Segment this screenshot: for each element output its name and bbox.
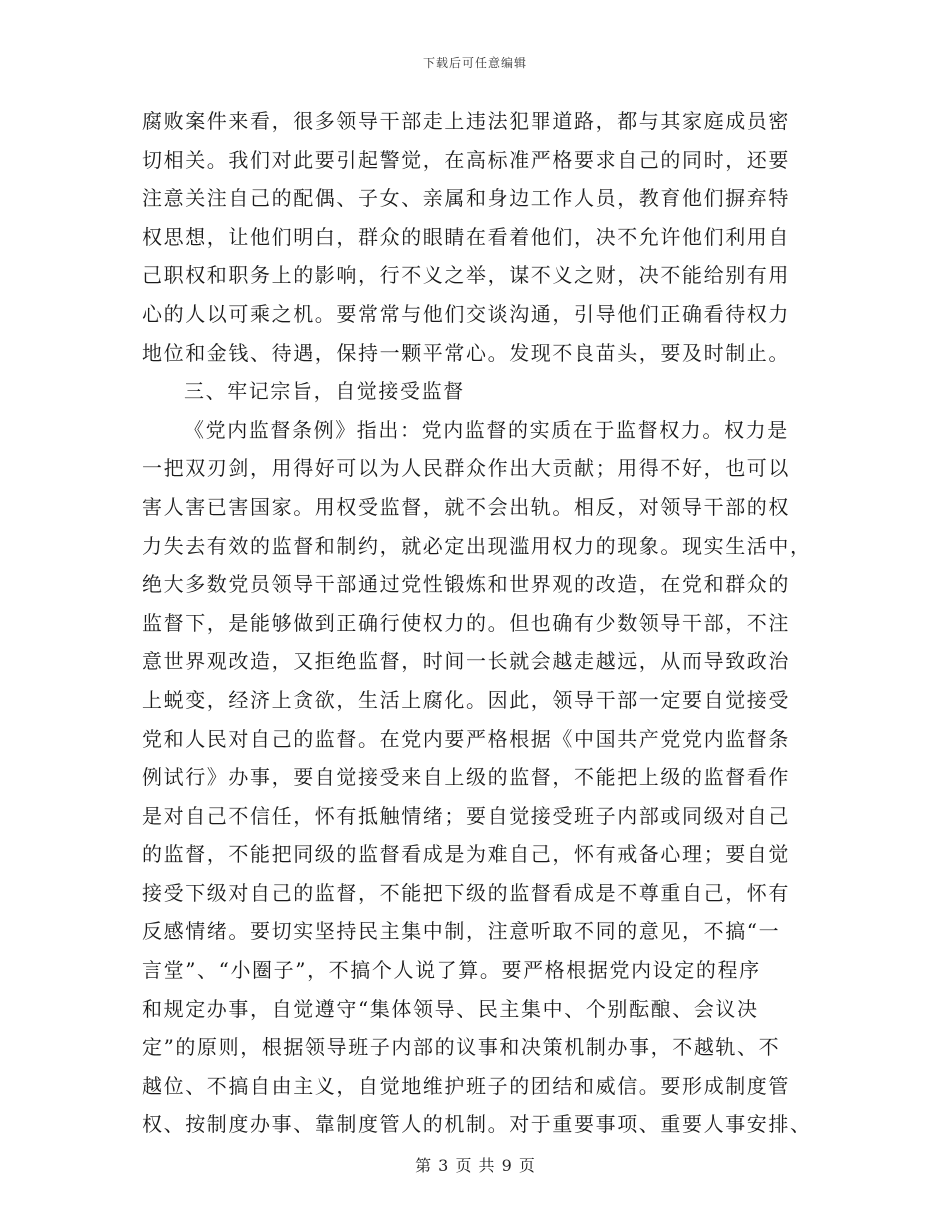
body-line: 腐败案件来看，很多领导干部走上违法犯罪道路，都与其家庭成员密 xyxy=(142,109,790,133)
body-line: 上蜕变，经济上贪欲，生活上腐化。因此，领导干部一定要自觉接受 xyxy=(142,687,790,712)
body-line: 言堂”、“小圈子”，不搞个人说了算。要严格根据党内设定的程序 xyxy=(142,958,761,983)
body-line: 越位、不搞自由主义，自觉地维护班子的团结和威信。要形成制度管 xyxy=(142,1073,790,1098)
body-line: 绝大多数党员领导干部通过党性锻炼和世界观的改造，在党和群众的 xyxy=(142,572,790,597)
body-line: 心的人以可乘之机。要常常与他们交谈沟通，引导他们正确看待权力 xyxy=(142,301,790,326)
body-line: 力失去有效的监督和制约，就必定出现滥用权力的现象。现实生活中， xyxy=(142,533,812,558)
body-line: 切相关。我们对此要引起警觉，在高标准严格要求自己的同时，还要 xyxy=(142,147,790,172)
body-line: 《党内监督条例》指出：党内监督的实质在于监督权力。权力是 xyxy=(184,417,789,442)
body-line: 权思想，让他们明白，群众的眼睛在看着他们，决不允许他们利用自 xyxy=(142,224,790,249)
body-line: 接受下级对自己的监督，不能把下级的监督看成是不尊重自己，怀有 xyxy=(142,880,790,905)
body-line: 反感情绪。要切实坚持民主集中制，注意听取不同的意见，不搞“一 xyxy=(142,919,781,944)
body-line: 和规定办事，自觉遵守“集体领导、民主集中、个别酝酿、会议决 xyxy=(142,996,759,1021)
body-line: 权、按制度办事、靠制度管人的机制。对于重要事项、重要人事安排、 xyxy=(142,1112,812,1137)
body-line: 的监督，不能把同级的监督看成是为难自己，怀有戒备心理；要自觉 xyxy=(142,842,790,867)
body-line: 注意关注自己的配偶、子女、亲属和身边工作人员，教育他们摒弃特 xyxy=(142,186,790,211)
section-heading: 三、牢记宗旨，自觉接受监督 xyxy=(184,379,465,404)
document-body xyxy=(142,102,822,1144)
body-line: 害人害已害国家。用权受监督，就不会出轨。相反，对领导干部的权 xyxy=(142,494,790,519)
body-line: 定”的原则，根据领导班子内部的议事和决策机制办事，不越轨、不 xyxy=(142,1035,781,1060)
body-line: 地位和金钱、待遇，保持一颗平常心。发现不良苗头，要及时制止。 xyxy=(142,340,790,365)
body-line: 是对自己不信任，怀有抵触情绪；要自觉接受班子内部或同级对自己 xyxy=(142,803,790,828)
body-line: 意世界观改造，又拒绝监督，时间一长就会越走越远，从而导致政治 xyxy=(142,649,790,674)
body-line: 例试行》办事，要自觉接受来自上级的监督，不能把上级的监督看作 xyxy=(142,765,790,790)
body-line: 监督下，是能够做到正确行使权力的。但也确有少数领导干部，不注 xyxy=(142,610,790,635)
body-line: 己职权和职务上的影响，行不义之举，谋不义之财，决不能给别有用 xyxy=(142,263,790,288)
page-number: 第 3 页 共 9 页 xyxy=(415,1156,535,1175)
body-line: 一把双刃剑，用得好可以为人民群众作出大贡献；用得不好，也可以 xyxy=(142,456,790,481)
body-line: 党和人民对自己的监督。在党内要严格根据《中国共产党党内监督条 xyxy=(142,726,790,751)
page-header-note: 下载后可任意编辑 xyxy=(422,56,527,70)
